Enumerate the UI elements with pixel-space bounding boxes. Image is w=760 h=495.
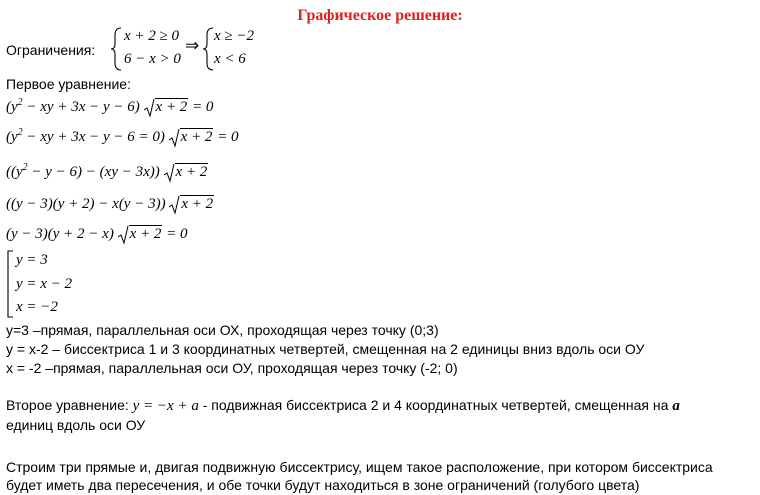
parameter-a: a: [672, 398, 680, 414]
second-equation-line-2: единиц вдоль оси ОУ: [6, 417, 146, 433]
equation-line-3: $((y^2 - y - 6) - (xy - 3x))$ x + 2: [6, 162, 208, 180]
description-line-1: y=3 –прямая, параллельная оси ОХ, проходящая через точку (0;3): [6, 322, 439, 338]
radical: x + 2: [164, 163, 209, 181]
constraint-2: 6 − x > 0: [124, 51, 181, 67]
radical: x + 2: [144, 98, 189, 116]
first-equation-label: Первое уравнение:: [6, 76, 131, 92]
radical: x + 2: [169, 128, 214, 146]
second-equation-formula: y = −x + a: [132, 398, 199, 414]
description-line-2: y = x-2 – биссектриса 1 и 3 координатных четвертей, смещенная на 2 единицы вниз вдоль оси ОУ: [6, 341, 645, 357]
implies-arrow: ⇒: [185, 36, 200, 55]
radical: x + 2: [118, 225, 163, 243]
system-brace-1: [110, 26, 124, 72]
constraint-result-2: x < 6: [214, 51, 246, 67]
set-item-2: y = x − 2: [16, 276, 73, 292]
equation-line-1: ($y^2$ − xy + 3x − y − 6) x + 2 = 0: [6, 97, 214, 115]
constraints-label: Ограничения:: [6, 42, 96, 58]
equation-line-4: ((y − 3)(y + 2) − x(y − 3)) x + 2: [6, 196, 214, 212]
second-equation-line: [6, 397, 680, 415]
set-bracket: [6, 250, 14, 318]
constraint-1: x + 2 ≥ 0: [124, 28, 180, 44]
equation-line-5: (y − 3)(y + 2 − x) x + 2 = 0: [6, 226, 188, 242]
page-title: Графическое решение:: [297, 7, 463, 24]
constraint-result-1: x ≥ −2: [214, 28, 255, 44]
description-line-3: x = -2 –прямая, параллельная оси ОУ, проходящая через точку (-2; 0): [6, 360, 458, 376]
conclusion-line-1: Строим три прямые и, двигая подвижную биссектрису, ищем такое расположение, при котором биссектриса: [6, 459, 713, 475]
set-item-1: y = 3: [16, 252, 48, 268]
equation-line-2: ($y^2$ − xy + 3x − y − 6 = 0) x + 2 = 0: [6, 127, 239, 145]
second-equation-text: - подвижная биссектриса 2 и 4 координатных четвертей, смещенная на: [198, 397, 673, 413]
conclusion-line-2: будет иметь два пересечения, и обе точки будут находиться в зоне ограничений (голубого цвета): [6, 477, 640, 493]
radical: x + 2: [169, 195, 214, 213]
second-equation-label: Второе уравнение:: [6, 397, 129, 413]
set-item-3: x = −2: [16, 299, 58, 315]
